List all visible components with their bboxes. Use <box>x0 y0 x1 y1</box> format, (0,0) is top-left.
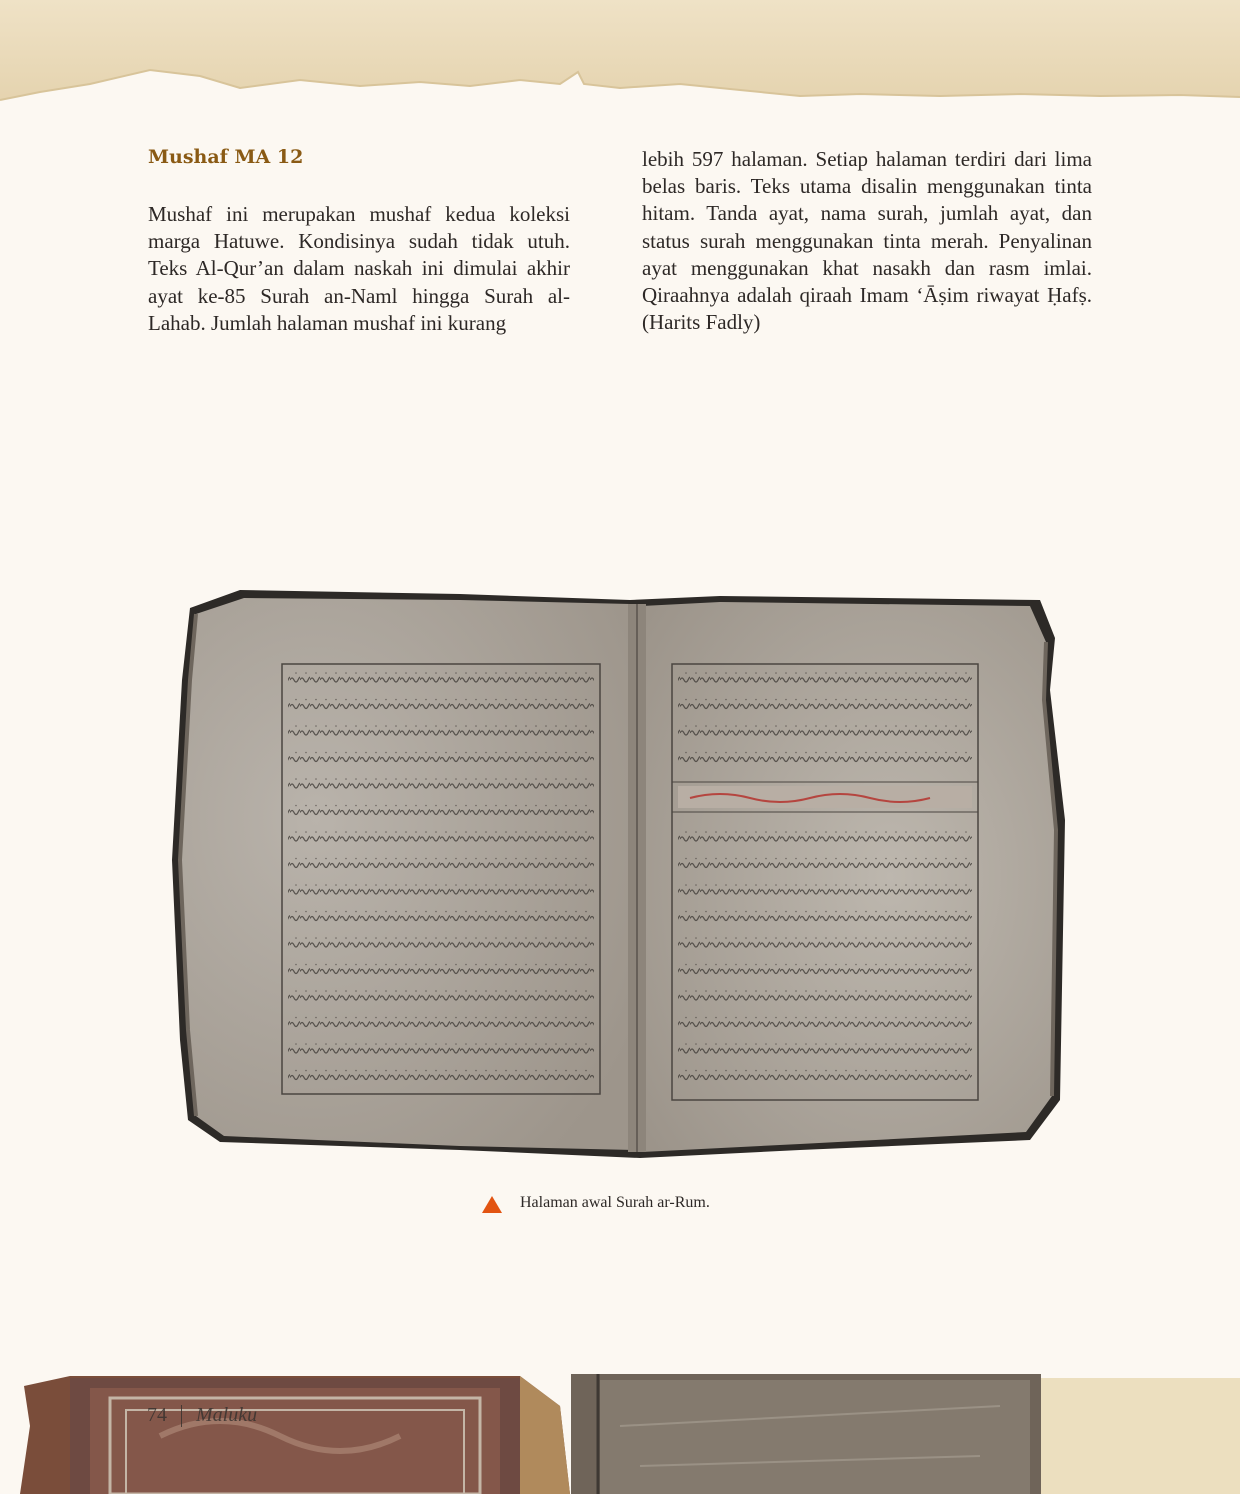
caption-triangle-icon <box>482 1196 502 1213</box>
manuscript-photo <box>160 560 1080 1170</box>
body-paragraph-right: lebih 597 halaman. Setiap halaman terdiri dari lima belas baris. Teks utama disalin menggunakan tinta hitam. Tanda ayat, nama surah, jumlah ayat, dan status surah menggunakan tinta merah. Penyalinan ayat menggunakan khat nasakh dan rasm imlai. Qiraahnya adalah qiraah Imam ‘Āṣim riwayat Ḥafṣ. (Harits Fadly) <box>642 147 1092 335</box>
figure-caption: Halaman awal Surah ar-Rum. <box>520 1194 710 1211</box>
region-name: Maluku <box>196 1404 258 1426</box>
bottom-image-strip <box>0 1366 1240 1494</box>
torn-paper-header <box>0 0 1240 110</box>
section-title: Mushaf MA 12 <box>148 146 304 168</box>
body-paragraph-left: Mushaf ini merupakan mushaf kedua koleksi marga Hatuwe. Kondisinya sudah tidak utuh. Teks Al-Qur’an dalam naskah ini dimulai akhir ayat ke-85 Surah an-Naml hingga Surah al-Lahab. Jumlah halaman mushaf ini kurang <box>148 202 570 335</box>
folio-separator <box>181 1405 182 1427</box>
page-folio <box>147 1404 257 1427</box>
page-number: 74 <box>147 1404 167 1426</box>
